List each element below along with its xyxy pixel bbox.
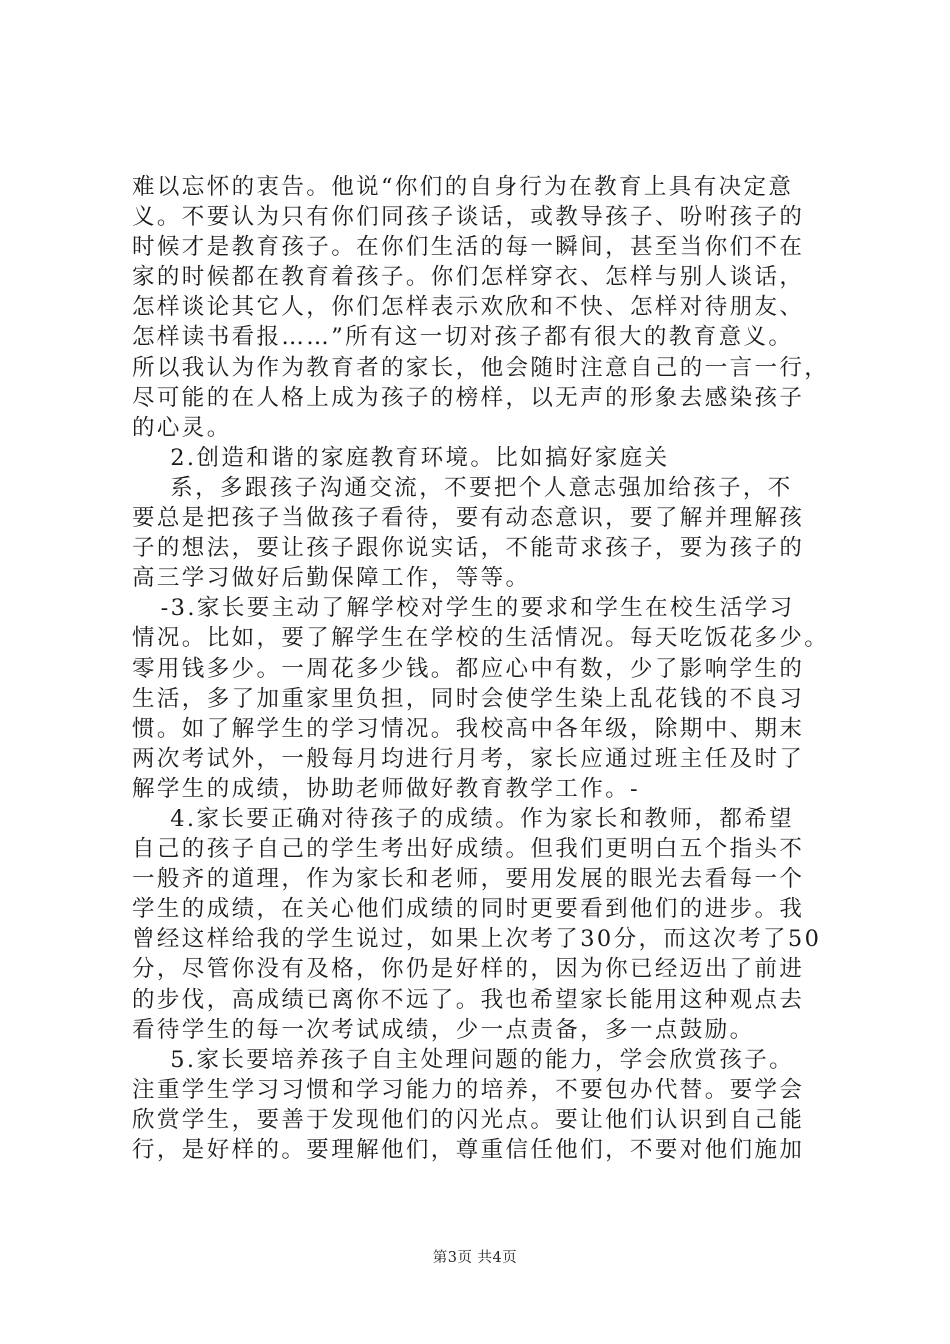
- text-line: 5.家长要培养孩子自主处理问题的能力，学会欣赏孩子。: [132, 1046, 795, 1073]
- page-number-footer: 第3页 共4页: [432, 1250, 518, 1266]
- text-line: 时候才是教育孩子。在你们生活的每一瞬间，甚至当你们不在: [132, 234, 805, 261]
- text-line: 所以我认为作为教育者的家长，他会随时注意自己的一言一行，: [132, 354, 830, 381]
- text-line: 的心灵。: [132, 414, 232, 441]
- text-line: 一般齐的道理，作为家长和老师，要用发展的眼光去看每一个: [132, 866, 805, 893]
- text-line: 怎样读书看报……”所有这一切对孩子都有很大的教育意义。: [132, 324, 794, 351]
- text-line: 情况。比如，要了解学生在学校的生活情况。每天吃饭花多少。: [132, 625, 830, 652]
- text-line: 高三学习做好后勤保障工作，等等。: [132, 565, 531, 592]
- text-line: 系，多跟孩子沟通交流，不要把个人意志强加给孩子，不: [132, 474, 793, 501]
- text-line: 家的时候都在教育着孩子。你们怎样穿衣、怎样与别人谈话，: [132, 264, 805, 291]
- text-line: 怎样谈论其它人，你们怎样表示欢欣和不快、怎样对待朋友、: [132, 294, 805, 321]
- text-line: 解学生的成绩，协助老师做好教育教学工作。-: [132, 775, 641, 802]
- document-body: [132, 172, 830, 1165]
- text-line: 2.创造和谐的家庭教育环境。比如搞好家庭关: [132, 444, 670, 471]
- text-line: 难以忘怀的衷告。他说“你们的自身行为在教育上具有决定意: [132, 174, 794, 200]
- text-line: 的步伐，高成绩已离你不远了。我也希望家长能用这种观点去: [132, 986, 805, 1013]
- text-line: 惯。如了解学生的学习情况。我校高中各年级，除期中、期末: [132, 715, 805, 742]
- text-line: 分，尽管你没有及格，你仍是好样的，因为你已经迈出了前进: [132, 956, 805, 983]
- text-line: 义。不要认为只有你们同孩子谈话，或教导孩子、吩咐孩子的: [132, 204, 805, 231]
- text-line: 曾经这样给我的学生说过，如果上次考了30分，而这次考了50: [132, 926, 822, 953]
- text-line: 两次考试外，一般每月均进行月考，家长应通过班主任及时了: [132, 745, 805, 772]
- text-line: 学生的成绩，在关心他们成绩的同时更要看到他们的进步。我: [132, 896, 805, 923]
- text-line: 欣赏学生，要善于发现他们的闪光点。要让他们认识到自己能: [132, 1106, 805, 1133]
- text-line: 子的想法，要让孩子跟你说实话，不能苛求孩子，要为孩子的: [132, 535, 805, 562]
- text-line: -3.家长要主动了解学校对学生的要求和学生在校生活学习: [132, 595, 795, 622]
- text-line: 零用钱多少。一周花多少钱。都应心中有数，少了影响学生的: [132, 655, 805, 682]
- text-line: 要总是把孩子当做孩子看待，要有动态意识，要了解并理解孩: [132, 505, 805, 532]
- text-line: 行，是好样的。要理解他们，尊重信任他们，不要对他们施加: [132, 1137, 805, 1163]
- text-line: 尽可能的在人格上成为孩子的榜样，以无声的形象去感染孩子: [132, 384, 805, 411]
- text-line: 自己的孩子自己的学生考出好成绩。但我们更明白五个指头不: [132, 836, 805, 863]
- text-line: 看待学生的每一次考试成绩，少一点责备，多一点鼓励。: [132, 1016, 755, 1043]
- text-line: 生活，多了加重家里负担，同时会使学生染上乱花钱的不良习: [132, 685, 805, 712]
- text-line: 4.家长要正确对待孩子的成绩。作为家长和教师，都希望: [132, 805, 795, 832]
- text-line: 注重学生学习习惯和学习能力的培养，不要包办代替。要学会: [132, 1076, 805, 1103]
